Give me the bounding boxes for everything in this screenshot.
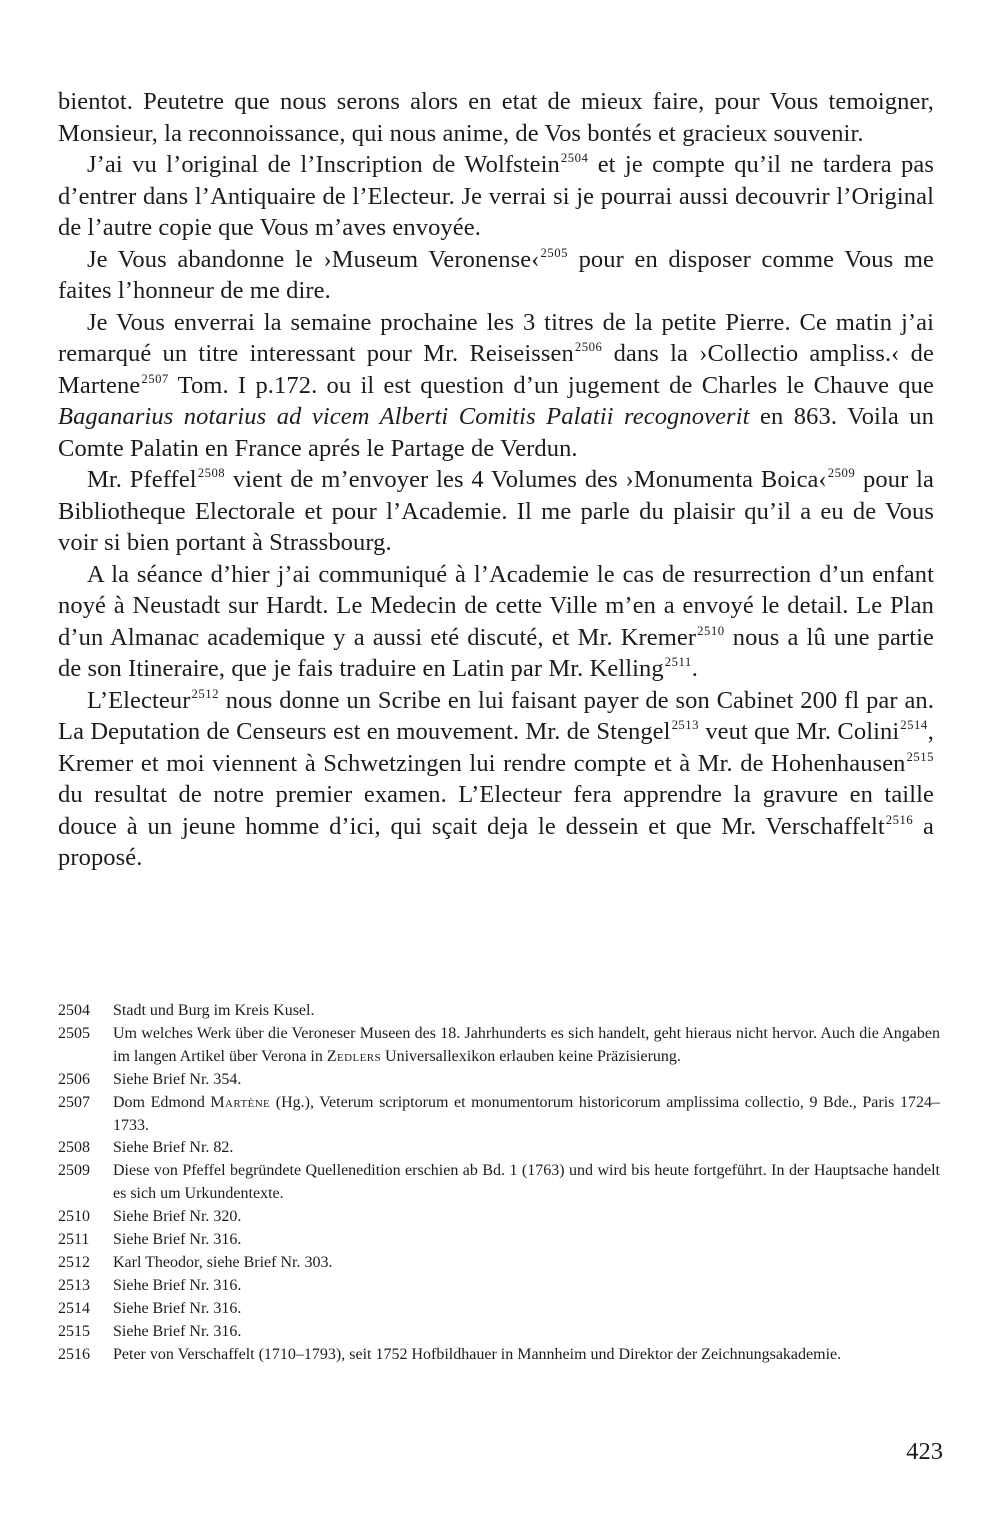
paragraph-text-run: , Kremer et moi viennent à Schwetzingen lui rendre compte et à Mr. de Hohenhausen	[58, 718, 934, 777]
letter-body	[58, 86, 934, 874]
paragraph-text-run: vient de m’envoyer les 4 Volumes des ›Monumenta Boica‹	[225, 466, 827, 493]
paragraph-text-run: Tom. I p.172. ou il est question d’un jugement de Charles le Chauve que	[168, 371, 934, 399]
footnote-item	[58, 1229, 940, 1252]
author-name-smallcaps: Zedlers	[326, 1047, 382, 1065]
footnote-text-run: Siehe Brief Nr. 316.	[113, 1231, 242, 1249]
footnote-item	[58, 1206, 940, 1229]
footnote-ref: 2512	[191, 686, 219, 701]
footnote-text	[113, 1229, 940, 1252]
author-name-smallcaps: Martène	[210, 1093, 271, 1111]
paragraph-text-run: et je compte qu’il ne tardera pas d’entrer dans l’Antiquaire de l’Electeur. Je verrai si je pourrai aussi decouvrir l’Original de l’autre copie que Vous m’aves envoyée.	[58, 151, 934, 241]
footnote-ref: 2511	[664, 655, 692, 670]
footnotes	[58, 1000, 940, 1367]
paragraph-text-run: du resultat de notre premier examen. L’Electeur fera apprendre la gravure en taille douce à un jeune homme d’ici, qui sçait deja le dessein et que Mr. Verschaffelt	[58, 781, 934, 840]
footnote-ref: 2516	[885, 812, 914, 827]
footnote-text	[113, 1160, 940, 1206]
footnote-text	[113, 1092, 940, 1138]
paragraph-text-run: J’ai vu l’original de l’Inscription de Wolfstein	[87, 151, 560, 178]
paragraph-text-run: A la séance d’hier j’ai communiqué à l’Academie le cas de resurrection d’un enfant noyé à Neustadt sur Hardt. Le Medecin de cette Ville m’en a envoyé le detail. Le Plan d’un Almanac academique y a aussi eté discuté, et Mr. Kremer	[58, 560, 934, 651]
footnote-number: 2512	[58, 1253, 90, 1271]
footnote-ref: 2504	[560, 151, 589, 166]
footnote-item	[58, 1252, 940, 1275]
footnote-text	[113, 1275, 940, 1298]
footnote-text-run: Siehe Brief Nr. 82.	[113, 1139, 234, 1157]
footnote-item	[58, 1137, 940, 1160]
paragraph-text-run: L’Electeur	[87, 686, 191, 714]
footnote-text-run: Universallexikon erlauben keine Präzisierung.	[381, 1047, 681, 1065]
footnote-text-run: Siehe Brief Nr. 316.	[113, 1299, 242, 1317]
footnote-text-run: Siehe Brief Nr. 354.	[113, 1070, 242, 1088]
footnote-text	[113, 1069, 940, 1092]
paragraph-text-run: nous a lû une partie de son Itineraire, que je fais traduire en Latin par Mr. Kelling	[58, 623, 934, 682]
footnote-text-run: Siehe Brief Nr. 316.	[113, 1276, 242, 1294]
page-number: 423	[906, 1438, 943, 1465]
footnote-ref: 2508	[197, 466, 226, 481]
paragraph-text-run: Je Vous abandonne le ›Museum Veronense‹	[87, 245, 540, 273]
footnote-ref: 2510	[697, 623, 725, 638]
paragraph	[58, 244, 934, 307]
footnote-ref: 2515	[906, 749, 934, 764]
footnote-text	[113, 1321, 940, 1344]
footnote-number: 2505	[58, 1024, 90, 1042]
footnote-ref: 2509	[827, 466, 856, 481]
footnote-item	[58, 1344, 940, 1367]
footnote-number: 2516	[58, 1345, 90, 1363]
paragraph	[58, 307, 934, 465]
paragraph-text-run: dans la ›Collectio ampliss.‹ de Martene	[58, 340, 934, 399]
footnote-text-run: Stadt und Burg im Kreis Kusel.	[113, 1002, 315, 1019]
footnote-text	[113, 1000, 940, 1023]
footnote-number: 2506	[58, 1070, 90, 1088]
paragraph	[58, 86, 934, 149]
footnote-text	[113, 1206, 940, 1229]
footnote-ref: 2513	[671, 718, 700, 733]
footnote-item	[58, 1160, 940, 1206]
footnote-text-run: Karl Theodor, siehe Brief Nr. 303.	[113, 1253, 333, 1271]
footnote-ref: 2505	[540, 245, 568, 260]
paragraph	[58, 685, 934, 874]
footnote-number: 2510	[58, 1208, 90, 1226]
footnote-number: 2507	[58, 1093, 90, 1111]
footnote-item	[58, 1275, 940, 1298]
paragraph-text-run: nous donne un Scribe en lui faisant payer de son Cabinet 200 fl par an. La Deputation de Censeurs est en mouvement. Mr. de Stengel	[58, 686, 934, 745]
footnote-number: 2513	[58, 1276, 90, 1294]
footnote-text	[113, 1344, 940, 1367]
paragraph	[58, 559, 934, 685]
paragraph-text-run: Je Vous enverrai la semaine prochaine les 3 titres de la petite Pierre. Ce matin j’ai remarqué un titre interessant pour Mr. Reiseissen	[58, 308, 934, 367]
footnote-number: 2508	[58, 1139, 90, 1157]
footnote-text-run: Dom Edmond	[113, 1093, 211, 1111]
footnote-text	[113, 1023, 940, 1069]
paragraph-text-run: pour en disposer comme Vous me faites l’honneur de me dire.	[58, 245, 934, 304]
paragraph-text-run: en 863. Voila un Comte Palatin en France aprés le Partage de Verdun.	[58, 403, 935, 462]
footnote-text-run: Diese von Pfeffel begründete Quellenedition erschien ab Bd. 1 (1763) und wird bis heute fortgeführt. In der Hauptsache handelt es sich um Urkundentexte.	[113, 1162, 940, 1203]
footnote-text-run: Um welches Werk über die Veroneser Museen des 18. Jahrhunderts es sich handelt, geht hieraus nicht hervor. Auch die Angaben im langen Artikel über Verona in	[113, 1024, 940, 1065]
footnote-item	[58, 1092, 940, 1138]
footnote-item	[58, 1023, 940, 1069]
paragraph-text-run: pour la Bibliotheque Electorale et pour l’Academie. Il me parle du plaisir qu’il a eu de Vous voir si bien portant à Strassbourg.	[58, 466, 934, 556]
footnote-number: 2515	[58, 1322, 90, 1340]
footnote-text-run: Peter von Verschaffelt (1710–1793), seit 1752 Hofbildhauer in Mannheim und Direktor der Zeichnungsakademie.	[113, 1345, 842, 1363]
footnote-text	[113, 1298, 940, 1321]
paragraph-text-run: Mr. Pfeffel	[87, 466, 197, 493]
italic-latin-quote: Baganarius notarius ad vicem Alberti Comitis Palatii recognoverit	[58, 403, 750, 430]
footnote-text	[113, 1137, 940, 1160]
footnote-item	[58, 1069, 940, 1092]
paragraph-text-run: a proposé.	[58, 812, 934, 871]
footnote-ref: 2514	[900, 718, 928, 733]
paragraph	[58, 149, 934, 244]
footnote-number: 2509	[58, 1162, 90, 1180]
footnote-number: 2504	[58, 1002, 90, 1019]
footnote-number: 2514	[58, 1299, 90, 1317]
footnote-text-run: Siehe Brief Nr. 320.	[113, 1208, 242, 1226]
paragraph-text-run: .	[691, 655, 698, 682]
footnote-item	[58, 1000, 940, 1023]
footnote-text-run: (Hg.), Veterum scriptorum et monumentorum historicorum amplissima collectio, 9 Bde., Paris 1724–1733.	[113, 1093, 940, 1134]
footnote-item	[58, 1298, 940, 1321]
paragraph-text-run: bientot. Peutetre que nous serons alors en etat de mieux faire, pour Vous temoigner, Monsieur, la reconnoissance, qui nous anime, de Vos bontés et gracieux souvenir.	[58, 88, 934, 147]
paragraph	[58, 464, 934, 559]
footnote-text	[113, 1252, 940, 1275]
footnote-ref: 2507	[141, 371, 169, 386]
footnote-text-run: Siehe Brief Nr. 316.	[113, 1322, 242, 1340]
footnote-item	[58, 1321, 940, 1344]
footnote-number: 2511	[58, 1231, 90, 1249]
paragraph-text-run: veut que Mr. Colini	[699, 718, 900, 745]
footnote-ref: 2506	[574, 340, 603, 355]
